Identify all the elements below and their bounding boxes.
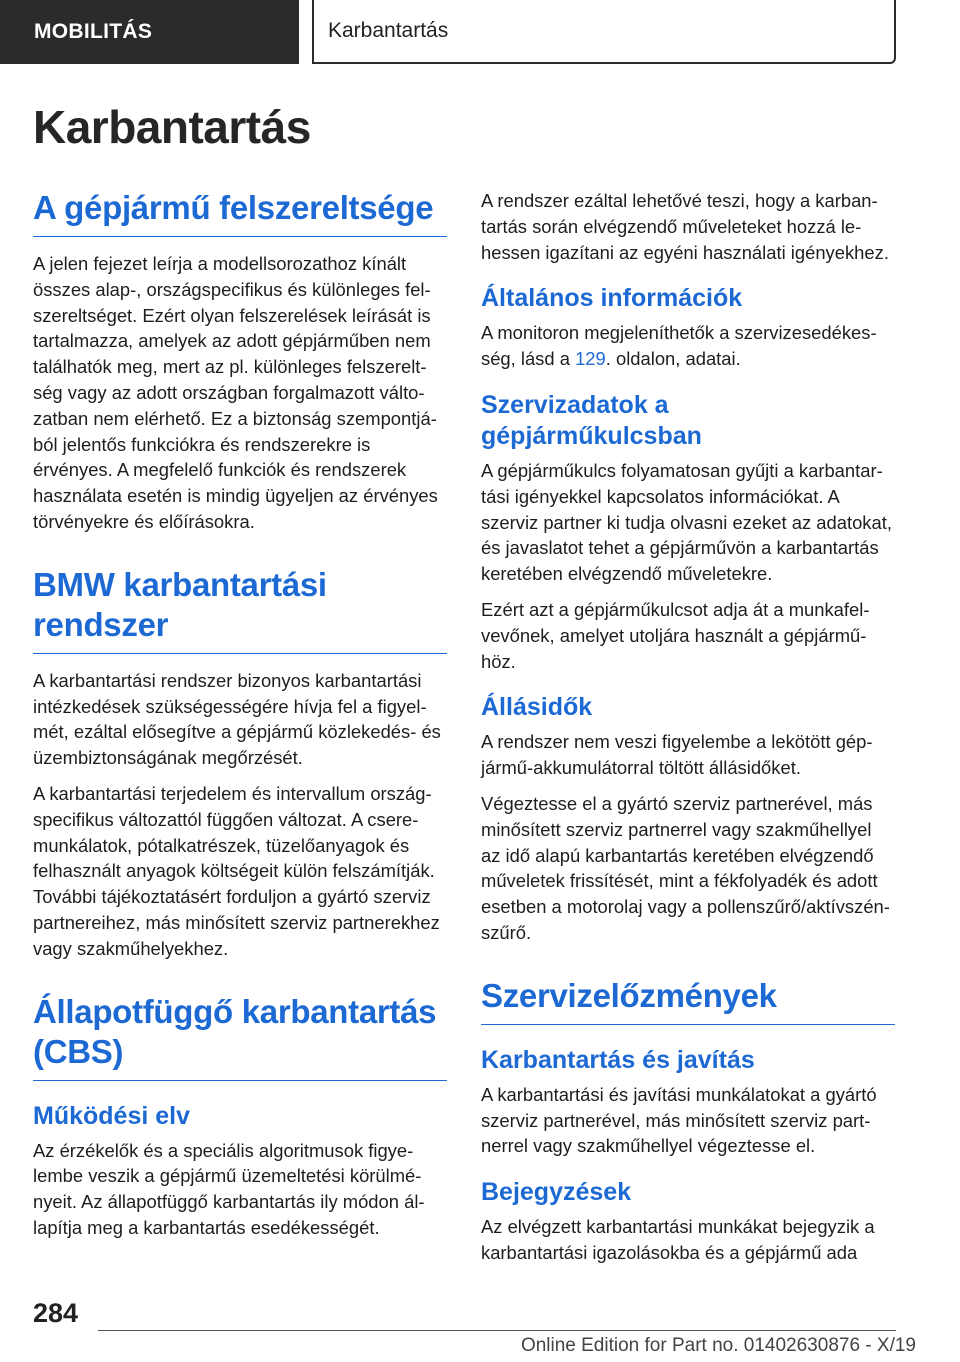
- left-column: [33, 188, 447, 1251]
- subheading-maintenance-repair: Karbantartás és javítás: [481, 1045, 755, 1074]
- heading-rule: [481, 1024, 895, 1025]
- chapter-tab: [312, 0, 896, 64]
- section-tab: [0, 0, 299, 64]
- paragraph: Ezért azt a gépjárműkulcsot adja át a munkafelvevőnek, amelyet utoljára használt a gépjárműhöz.: [481, 598, 870, 672]
- chapter-label: Karbantartás: [328, 19, 449, 42]
- footer-rule: [98, 1330, 896, 1331]
- page-number: 284: [33, 1298, 79, 1328]
- subheading-standstill: Állásidők: [481, 693, 593, 722]
- heading-bmw-maintenance: BMW karbantartási rendszer: [33, 565, 327, 643]
- paragraph: Az elvégzett karbantartási munkákat bejegyzik a karbantartási igazolásokba és a gépjármű ada: [481, 1216, 875, 1263]
- right-column: [481, 188, 895, 1276]
- heading-equipment: A gépjármű felszereltsége: [33, 189, 434, 226]
- edition-note: Online Edition for Part no. 01402630876 - X/19: [520, 1335, 916, 1356]
- subheading-principle: Működési elv: [33, 1101, 190, 1130]
- page-reference-link[interactable]: 129: [575, 348, 606, 370]
- paragraph: A monitoron megjeleníthetők a szervizesedékesség, lásd a 129. oldalon, adatai.: [481, 322, 877, 370]
- paragraph: A jelen fejezet leírja a modellsorozathoz kínált összes alap-, országspecifikus és különleges felszereltséget. Ezért olyan felszerelések leírását is tartalmazza, amelyek az adott gépjárműben nem találhatók meg, mert az pl. különleges felszereltség vagy az adott országban forgalmazott változatban nem elérhető. Ez a biztonság szempontjából jelentős funkciókra és rendszerekre is érvényes. A megfelelő funkciók és rendszerek használata esetén is mindig ügyeljen az érvényes törvényekre és előírásokra.: [33, 253, 438, 532]
- section-label: MOBILITÁS: [34, 20, 153, 43]
- paragraph: A karbantartási terjedelem és intervallum országspecifikus változattól függően változat. A cseremunkálatok, pótalkatrészek, tüzelőanyagok és felhasznált anyagok költségeit külön felszámítják. További tájékoztatásért forduljon a gyártó szerviz partnereihez, más minősített szerviz partnerekhez vagy szakműhelyekhez.: [33, 782, 440, 959]
- paragraph: Az érzékelők és a speciális algoritmusok figyelembe veszik a gépjármű üzemeltetési körülményeit. Az állapotfüggő karbantartás ily módon állapítja meg a karbantartás esedékességét.: [33, 1139, 425, 1238]
- heading-rule: [33, 653, 447, 654]
- heading-rule: [33, 1080, 447, 1081]
- heading-service-history: Szervizelőzmények: [481, 976, 777, 1014]
- subheading-general-info: Általános információk: [481, 284, 743, 313]
- paragraph: Végeztesse el a gyártó szerviz partnerével, más minősített szerviz partnerrel vagy szakműhellyel az idő alapú karbantartás keretében elvégzendő műveletek frissítését, mint a fékfolyadék és adott esetben a motorolaj vagy a pollenszűrő/aktívszén-szűrő.: [481, 792, 890, 943]
- heading-cbs: Állapotfüggő karbantartás (CBS): [33, 992, 437, 1070]
- page-title: Karbantartás: [33, 101, 311, 153]
- paragraph: A rendszer ezáltal lehetővé teszi, hogy a karbantartás során elvégzendő műveleteket hozzá lehessen igazítani az egyéni használati igényekhez.: [481, 190, 889, 263]
- paragraph: A karbantartási és javítási munkálatokat a gyártó szerviz partnerével, más minősített szerviz partnerrel vagy szakműhellyel végeztesse el.: [481, 1083, 877, 1157]
- paragraph: A rendszer nem veszi figyelembe a lekötött gépjármű-akkumulátorral töltött állásidőket.: [481, 731, 873, 779]
- paragraph: A gépjárműkulcs folyamatosan gyűjti a karbantartási igényekkel kapcsolatos információkat. A szerviz partner ki tudja olvasni ezeket az adatokat, és javaslatot tehet a gépjárművön a karbantartás keretében elvégzendő műveletekre.: [481, 459, 892, 585]
- heading-rule: [33, 236, 447, 237]
- subheading-service-data-key: Szervizadatok a gépjárműkulcsban: [481, 390, 702, 450]
- subheading-entries: Bejegyzések: [481, 1178, 632, 1207]
- paragraph: A karbantartási rendszer bizonyos karbantartási intézkedések szükségességére hívja fel a figyelmét, ezáltal elősegítve a gépjármű közlekedés- és üzembiztonságának megőrzését.: [33, 669, 441, 769]
